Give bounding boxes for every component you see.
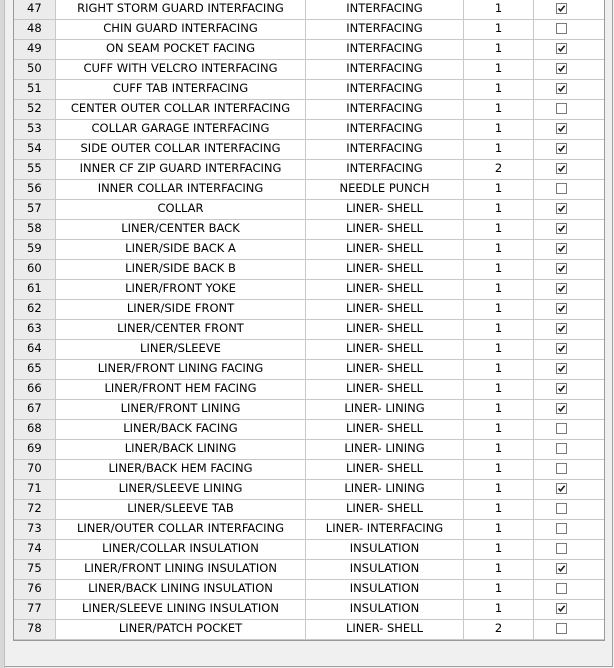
checkbox-cell <box>534 620 602 639</box>
row-number-cell[interactable]: 48 <box>14 20 56 39</box>
checkbox-cell <box>534 440 602 459</box>
table-row[interactable] <box>14 540 604 560</box>
material-type-cell[interactable]: LINER- SHELL <box>306 360 464 379</box>
table-row[interactable] <box>14 60 604 80</box>
row-checkbox[interactable] <box>556 623 567 634</box>
checkmark-icon <box>557 84 566 93</box>
quantity-cell[interactable]: 1 <box>464 540 534 559</box>
quantity-cell[interactable]: 1 <box>464 520 534 539</box>
material-type-cell[interactable]: INSULATION <box>306 560 464 579</box>
checkmark-icon <box>557 224 566 233</box>
checkmark-icon <box>557 484 566 493</box>
row-checkbox[interactable] <box>556 103 567 114</box>
row-number-cell[interactable]: 47 <box>14 0 56 19</box>
checkbox-cell <box>534 60 602 79</box>
quantity-cell[interactable]: 1 <box>464 400 534 419</box>
checkmark-icon <box>557 264 566 273</box>
table-row[interactable] <box>14 340 604 360</box>
quantity-cell[interactable]: 1 <box>464 100 534 119</box>
checkbox-cell <box>534 240 602 259</box>
table-row[interactable] <box>14 500 604 520</box>
material-type-cell[interactable]: LINER- SHELL <box>306 300 464 319</box>
checkbox-cell <box>534 280 602 299</box>
row-checkbox[interactable] <box>556 363 567 374</box>
checkbox-cell <box>534 100 602 119</box>
row-checkbox[interactable] <box>556 263 567 274</box>
material-type-cell[interactable]: LINER- SHELL <box>306 220 464 239</box>
table-row[interactable] <box>14 400 604 420</box>
quantity-cell[interactable]: 1 <box>464 580 534 599</box>
material-type-cell[interactable]: INSULATION <box>306 580 464 599</box>
row-checkbox[interactable] <box>556 283 567 294</box>
row-number-cell[interactable]: 66 <box>14 380 56 399</box>
table-row[interactable] <box>14 480 604 500</box>
checkmark-icon <box>557 604 566 613</box>
row-number-cell[interactable]: 78 <box>14 620 56 639</box>
piece-description-cell[interactable]: CENTER OUTER COLLAR INTERFACING <box>56 100 306 119</box>
material-type-cell[interactable]: LINER- SHELL <box>306 280 464 299</box>
row-number-cell[interactable]: 63 <box>14 320 56 339</box>
row-checkbox[interactable] <box>556 123 567 134</box>
quantity-cell[interactable]: 2 <box>464 160 534 179</box>
row-number-cell[interactable]: 52 <box>14 100 56 119</box>
checkbox-cell <box>534 40 602 59</box>
quantity-cell[interactable]: 1 <box>464 40 534 59</box>
row-checkbox[interactable] <box>556 503 567 514</box>
quantity-cell[interactable]: 1 <box>464 200 534 219</box>
table-row[interactable] <box>14 160 604 180</box>
quantity-cell[interactable]: 1 <box>464 460 534 479</box>
piece-description-cell[interactable]: LINER/BACK LINING <box>56 440 306 459</box>
piece-description-cell[interactable]: SIDE OUTER COLLAR INTERFACING <box>56 140 306 159</box>
material-type-cell[interactable]: LINER- INTERFACING <box>306 520 464 539</box>
checkmark-icon <box>557 244 566 253</box>
checkbox-cell <box>534 480 602 499</box>
quantity-cell[interactable]: 1 <box>464 480 534 499</box>
quantity-cell[interactable]: 1 <box>464 560 534 579</box>
row-checkbox[interactable] <box>556 243 567 254</box>
quantity-cell[interactable]: 1 <box>464 20 534 39</box>
row-checkbox[interactable] <box>556 63 567 74</box>
row-checkbox[interactable] <box>556 523 567 534</box>
row-number-cell[interactable]: 73 <box>14 520 56 539</box>
checkmark-icon <box>557 144 566 153</box>
material-type-cell[interactable]: LINER- SHELL <box>306 500 464 519</box>
checkmark-icon <box>557 64 566 73</box>
row-number-cell[interactable]: 55 <box>14 160 56 179</box>
piece-description-cell[interactable]: INNER CF ZIP GUARD INTERFACING <box>56 160 306 179</box>
material-type-cell[interactable]: LINER- LINING <box>306 480 464 499</box>
piece-description-cell[interactable]: LINER/FRONT LINING FACING <box>56 360 306 379</box>
material-type-cell[interactable]: LINER- SHELL <box>306 260 464 279</box>
checkbox-cell <box>534 0 602 19</box>
checkbox-cell <box>534 20 602 39</box>
checkbox-cell <box>534 400 602 419</box>
row-checkbox[interactable] <box>556 483 567 494</box>
material-type-cell[interactable]: INTERFACING <box>306 0 464 19</box>
material-type-cell[interactable]: INTERFACING <box>306 20 464 39</box>
checkbox-cell <box>534 560 602 579</box>
piece-description-cell[interactable]: LINER/SIDE FRONT <box>56 300 306 319</box>
table-row[interactable] <box>14 380 604 400</box>
checkmark-icon <box>557 4 566 13</box>
quantity-cell[interactable]: 1 <box>464 300 534 319</box>
material-type-cell[interactable]: LINER- SHELL <box>306 380 464 399</box>
checkbox-cell <box>534 260 602 279</box>
material-type-cell[interactable]: INTERFACING <box>306 80 464 99</box>
piece-description-cell[interactable]: LINER/SIDE BACK A <box>56 240 306 259</box>
row-checkbox[interactable] <box>556 423 567 434</box>
material-type-cell[interactable]: LINER- LINING <box>306 400 464 419</box>
table-row[interactable] <box>14 300 604 320</box>
piece-description-cell[interactable]: LINER/OUTER COLLAR INTERFACING <box>56 520 306 539</box>
table-row[interactable] <box>14 180 604 200</box>
row-number-cell[interactable]: 49 <box>14 40 56 59</box>
row-checkbox[interactable] <box>556 83 567 94</box>
material-type-cell[interactable]: LINER- SHELL <box>306 620 464 639</box>
checkbox-cell <box>534 580 602 599</box>
material-type-cell[interactable]: LINER- SHELL <box>306 340 464 359</box>
row-checkbox[interactable] <box>556 163 567 174</box>
table-row[interactable] <box>14 420 604 440</box>
row-number-cell[interactable]: 51 <box>14 80 56 99</box>
piece-description-cell[interactable]: LINER/CENTER BACK <box>56 220 306 239</box>
row-number-cell[interactable]: 56 <box>14 180 56 199</box>
row-checkbox[interactable] <box>556 463 567 474</box>
quantity-cell[interactable]: 2 <box>464 620 534 639</box>
material-type-cell[interactable]: INTERFACING <box>306 160 464 179</box>
piece-description-cell[interactable]: LINER/PATCH POCKET <box>56 620 306 639</box>
row-number-cell[interactable]: 62 <box>14 300 56 319</box>
left-edge-panel <box>0 0 5 668</box>
piece-description-cell[interactable]: LINER/COLLAR INSULATION <box>56 540 306 559</box>
checkbox-cell <box>534 300 602 319</box>
row-checkbox[interactable] <box>556 443 567 454</box>
table-row[interactable] <box>14 260 604 280</box>
table-row[interactable] <box>14 320 604 340</box>
row-number-cell[interactable]: 75 <box>14 560 56 579</box>
piece-description-cell[interactable]: CUFF WITH VELCRO INTERFACING <box>56 60 306 79</box>
piece-description-cell[interactable]: COLLAR <box>56 200 306 219</box>
row-checkbox[interactable] <box>556 343 567 354</box>
quantity-cell[interactable]: 1 <box>464 80 534 99</box>
table-row[interactable] <box>14 120 604 140</box>
table-row[interactable] <box>14 560 604 580</box>
row-checkbox[interactable] <box>556 3 567 14</box>
row-checkbox[interactable] <box>556 563 567 574</box>
table-row[interactable] <box>14 200 604 220</box>
quantity-cell[interactable]: 1 <box>464 240 534 259</box>
table-row[interactable] <box>14 80 604 100</box>
checkmark-icon <box>557 344 566 353</box>
row-checkbox[interactable] <box>556 603 567 614</box>
checkbox-cell <box>534 520 602 539</box>
piece-description-cell[interactable]: LINER/BACK HEM FACING <box>56 460 306 479</box>
quantity-cell[interactable]: 1 <box>464 380 534 399</box>
checkbox-cell <box>534 360 602 379</box>
quantity-cell[interactable]: 1 <box>464 320 534 339</box>
checkbox-cell <box>534 380 602 399</box>
piece-description-cell[interactable]: LINER/SLEEVE LINING INSULATION <box>56 600 306 619</box>
checkmark-icon <box>557 564 566 573</box>
row-number-cell[interactable]: 64 <box>14 340 56 359</box>
checkbox-cell <box>534 220 602 239</box>
row-checkbox[interactable] <box>556 223 567 234</box>
table-row[interactable] <box>14 100 604 120</box>
piece-description-cell[interactable]: LINER/SIDE BACK B <box>56 260 306 279</box>
table-row[interactable] <box>14 360 604 380</box>
checkbox-cell <box>534 140 602 159</box>
checkbox-cell <box>534 320 602 339</box>
quantity-cell[interactable]: 1 <box>464 180 534 199</box>
row-number-cell[interactable]: 76 <box>14 580 56 599</box>
piece-description-cell[interactable]: LINER/FRONT HEM FACING <box>56 380 306 399</box>
row-number-cell[interactable]: 72 <box>14 500 56 519</box>
quantity-cell[interactable]: 1 <box>464 60 534 79</box>
material-type-cell[interactable]: LINER- SHELL <box>306 460 464 479</box>
table-row[interactable] <box>14 20 604 40</box>
checkmark-icon <box>557 284 566 293</box>
row-number-cell[interactable]: 57 <box>14 200 56 219</box>
piece-description-cell[interactable]: RIGHT STORM GUARD INTERFACING <box>56 0 306 19</box>
checkbox-cell <box>534 500 602 519</box>
checkbox-cell <box>534 600 602 619</box>
checkbox-cell <box>534 420 602 439</box>
row-number-cell[interactable]: 70 <box>14 460 56 479</box>
piece-description-cell[interactable]: LINER/SLEEVE LINING <box>56 480 306 499</box>
row-number-cell[interactable]: 68 <box>14 420 56 439</box>
row-number-cell[interactable]: 67 <box>14 400 56 419</box>
table-row[interactable] <box>14 220 604 240</box>
checkmark-icon <box>557 44 566 53</box>
material-type-cell[interactable]: INTERFACING <box>306 100 464 119</box>
quantity-cell[interactable]: 1 <box>464 360 534 379</box>
row-number-cell[interactable]: 53 <box>14 120 56 139</box>
checkbox-cell <box>534 460 602 479</box>
material-type-cell[interactable]: INTERFACING <box>306 40 464 59</box>
material-type-cell[interactable]: INSULATION <box>306 600 464 619</box>
piece-description-cell[interactable]: CHIN GUARD INTERFACING <box>56 20 306 39</box>
material-type-cell[interactable]: NEEDLE PUNCH <box>306 180 464 199</box>
row-number-cell[interactable]: 65 <box>14 360 56 379</box>
piece-description-cell[interactable]: LINER/FRONT LINING INSULATION <box>56 560 306 579</box>
quantity-cell[interactable]: 1 <box>464 120 534 139</box>
material-type-cell[interactable]: INTERFACING <box>306 120 464 139</box>
piece-description-cell[interactable]: LINER/FRONT YOKE <box>56 280 306 299</box>
checkmark-icon <box>557 384 566 393</box>
material-type-cell[interactable]: INTERFACING <box>306 60 464 79</box>
row-number-cell[interactable]: 74 <box>14 540 56 559</box>
table-row[interactable] <box>14 0 604 20</box>
checkbox-cell <box>534 180 602 199</box>
row-checkbox[interactable] <box>556 203 567 214</box>
row-number-cell[interactable]: 71 <box>14 480 56 499</box>
table-row[interactable] <box>14 580 604 600</box>
piece-description-cell[interactable]: LINER/SLEEVE <box>56 340 306 359</box>
piece-description-cell[interactable]: COLLAR GARAGE INTERFACING <box>56 120 306 139</box>
quantity-cell[interactable]: 1 <box>464 140 534 159</box>
material-type-cell[interactable]: LINER- SHELL <box>306 420 464 439</box>
row-checkbox[interactable] <box>556 23 567 34</box>
quantity-cell[interactable]: 1 <box>464 280 534 299</box>
table-row[interactable] <box>14 40 604 60</box>
quantity-cell[interactable]: 1 <box>464 440 534 459</box>
piece-description-cell[interactable]: CUFF TAB INTERFACING <box>56 80 306 99</box>
row-checkbox[interactable] <box>556 323 567 334</box>
piece-description-cell[interactable]: LINER/FRONT LINING <box>56 400 306 419</box>
table-row[interactable] <box>14 520 604 540</box>
quantity-cell[interactable]: 1 <box>464 420 534 439</box>
row-number-cell[interactable]: 69 <box>14 440 56 459</box>
quantity-cell[interactable]: 1 <box>464 500 534 519</box>
checkbox-cell <box>534 200 602 219</box>
checkbox-cell <box>534 80 602 99</box>
checkmark-icon <box>557 304 566 313</box>
piece-description-cell[interactable]: LINER/BACK FACING <box>56 420 306 439</box>
material-type-cell[interactable]: LINER- LINING <box>306 440 464 459</box>
checkmark-icon <box>557 324 566 333</box>
material-type-cell[interactable]: INTERFACING <box>306 140 464 159</box>
checkbox-cell <box>534 340 602 359</box>
checkmark-icon <box>557 364 566 373</box>
checkmark-icon <box>557 404 566 413</box>
piece-description-cell[interactable]: LINER/BACK LINING INSULATION <box>56 580 306 599</box>
checkbox-cell <box>534 540 602 559</box>
table-row[interactable] <box>14 240 604 260</box>
pieces-grid <box>13 0 605 641</box>
row-number-cell[interactable]: 50 <box>14 60 56 79</box>
grid-footer-area <box>13 641 604 661</box>
row-number-cell[interactable]: 58 <box>14 220 56 239</box>
piece-description-cell[interactable]: LINER/SLEEVE TAB <box>56 500 306 519</box>
row-checkbox[interactable] <box>556 583 567 594</box>
row-number-cell[interactable]: 54 <box>14 140 56 159</box>
piece-description-cell[interactable]: LINER/CENTER FRONT <box>56 320 306 339</box>
material-type-cell[interactable]: LINER- SHELL <box>306 200 464 219</box>
quantity-cell[interactable]: 1 <box>464 340 534 359</box>
checkmark-icon <box>557 124 566 133</box>
material-type-cell[interactable]: LINER- SHELL <box>306 320 464 339</box>
row-checkbox[interactable] <box>556 143 567 154</box>
row-checkbox[interactable] <box>556 303 567 314</box>
material-type-cell[interactable]: LINER- SHELL <box>306 240 464 259</box>
table-row[interactable] <box>14 440 604 460</box>
piece-description-cell[interactable]: INNER COLLAR INTERFACING <box>56 180 306 199</box>
row-checkbox[interactable] <box>556 383 567 394</box>
checkmark-icon <box>557 164 566 173</box>
row-checkbox[interactable] <box>556 183 567 194</box>
piece-description-cell[interactable]: ON SEAM POCKET FACING <box>56 40 306 59</box>
quantity-cell[interactable]: 1 <box>464 600 534 619</box>
table-row[interactable] <box>14 600 604 620</box>
material-type-cell[interactable]: INSULATION <box>306 540 464 559</box>
row-number-cell[interactable]: 59 <box>14 240 56 259</box>
row-number-cell[interactable]: 77 <box>14 600 56 619</box>
checkbox-cell <box>534 120 602 139</box>
table-row[interactable] <box>14 280 604 300</box>
quantity-cell[interactable]: 1 <box>464 0 534 19</box>
table-row[interactable] <box>14 140 604 160</box>
table-row[interactable] <box>14 460 604 480</box>
row-checkbox[interactable] <box>556 543 567 554</box>
checkmark-icon <box>557 204 566 213</box>
checkbox-cell <box>534 160 602 179</box>
row-checkbox[interactable] <box>556 403 567 414</box>
row-checkbox[interactable] <box>556 43 567 54</box>
quantity-cell[interactable]: 1 <box>464 260 534 279</box>
table-row[interactable] <box>14 620 604 640</box>
row-number-cell[interactable]: 61 <box>14 280 56 299</box>
row-number-cell[interactable]: 60 <box>14 260 56 279</box>
quantity-cell[interactable]: 1 <box>464 220 534 239</box>
